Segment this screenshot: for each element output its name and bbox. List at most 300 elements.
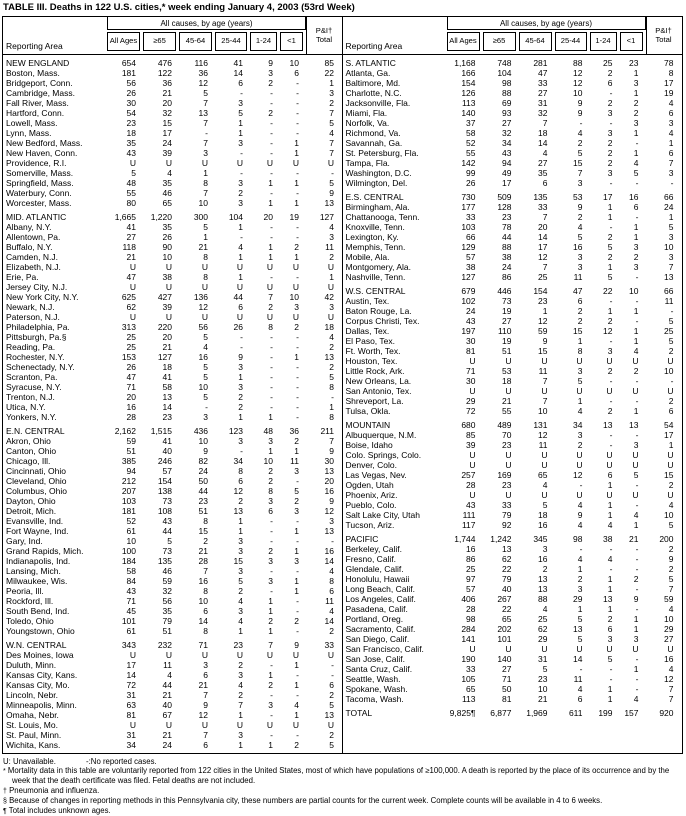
- value-cell: 2: [329, 98, 334, 108]
- value-cell: 1: [668, 138, 674, 148]
- value-cell: U: [541, 386, 548, 396]
- col-header-ge65: ≥65: [143, 32, 176, 51]
- reporting-area-cell: New Orleans, La.: [345, 376, 412, 386]
- value-cell: 1: [268, 198, 273, 208]
- value-cell: 7: [542, 212, 548, 222]
- value-cell: 14: [324, 616, 334, 626]
- value-cell: -: [609, 178, 613, 188]
- value-cell: -: [270, 382, 273, 392]
- value-cell: 135: [533, 192, 548, 202]
- value-cell: 25: [664, 326, 674, 336]
- value-cell: 7: [668, 694, 674, 704]
- value-cell: 1: [294, 198, 299, 208]
- value-cell: -: [296, 412, 299, 422]
- reporting-area-cell: Tucson, Ariz.: [345, 520, 395, 530]
- value-cell: U: [505, 386, 512, 396]
- reporting-area-cell: Paterson, N.J.: [6, 312, 60, 322]
- table-section: [3, 640, 342, 750]
- value-cell: 13: [538, 574, 548, 584]
- value-cell: 3: [577, 252, 583, 262]
- value-cell: 13: [603, 594, 613, 604]
- value-cell: U: [201, 158, 208, 168]
- value-cell: 4: [329, 606, 334, 616]
- table-row: [3, 436, 342, 446]
- value-cell: -: [670, 376, 674, 386]
- table-row: [3, 58, 342, 68]
- value-cell: 2: [238, 586, 243, 596]
- value-cell: 71: [126, 596, 136, 606]
- value-cell: 81: [466, 346, 476, 356]
- value-cell: 21: [162, 88, 172, 98]
- table-row: [3, 536, 342, 546]
- value-cell: U: [469, 644, 476, 654]
- table-row: [343, 480, 683, 490]
- value-cell: 9,825¶: [449, 708, 476, 718]
- value-cell: 2: [668, 544, 674, 554]
- value-cell: -: [270, 168, 273, 178]
- value-cell: -: [331, 670, 334, 680]
- value-cell: 36: [289, 426, 299, 436]
- value-cell: 3: [633, 242, 639, 252]
- value-cell: U: [266, 262, 273, 272]
- table-row: [3, 118, 342, 128]
- reporting-area-cell: El Paso, Tex.: [345, 336, 395, 346]
- col-header-lt1: <1: [620, 32, 643, 51]
- table-row: [343, 644, 683, 654]
- table-row: [343, 406, 683, 416]
- value-cell: -: [270, 88, 273, 98]
- value-cell: 169: [497, 470, 512, 480]
- footnote-dagger: † Pneumonia and influenza.: [3, 785, 100, 795]
- value-cell: 4: [633, 346, 639, 356]
- reporting-area-cell: Worcester, Mass.: [6, 198, 72, 208]
- value-cell: 10: [573, 88, 583, 98]
- reporting-area-cell: Austin, Tex.: [345, 296, 390, 306]
- value-cell: 257: [461, 470, 476, 480]
- value-cell: 70: [502, 430, 512, 440]
- value-cell: 10: [162, 252, 172, 262]
- table-row: [3, 516, 342, 526]
- value-cell: 10: [126, 536, 136, 546]
- value-cell: -: [296, 128, 299, 138]
- value-cell: 2: [607, 366, 613, 376]
- value-cell: 65: [502, 614, 512, 624]
- value-cell: 3: [329, 88, 334, 98]
- value-cell: -: [296, 536, 299, 546]
- value-cell: 154: [157, 476, 172, 486]
- value-cell: 13: [324, 352, 334, 362]
- value-cell: 212: [121, 476, 136, 486]
- value-cell: U: [667, 386, 674, 396]
- value-cell: 2: [238, 392, 243, 402]
- reporting-area-cell: Washington, D.C.: [345, 168, 412, 178]
- value-cell: 3: [238, 382, 243, 392]
- value-cell: 71: [126, 382, 136, 392]
- reporting-area-header-cell: [3, 17, 107, 54]
- table-row: [3, 342, 342, 352]
- table-row: [343, 544, 683, 554]
- value-cell: -: [296, 670, 299, 680]
- value-cell: 25: [126, 332, 136, 342]
- value-cell: 1: [268, 446, 273, 456]
- table-row: [343, 262, 683, 272]
- table-row: [3, 262, 342, 272]
- value-cell: 24: [198, 466, 208, 476]
- value-cell: 7: [268, 292, 273, 302]
- table-row: [3, 700, 342, 710]
- table-row: [3, 670, 342, 680]
- table-row: [3, 556, 342, 566]
- value-cell: 25: [126, 342, 136, 352]
- reporting-area-cell: South Bend, Ind.: [6, 606, 70, 616]
- value-cell: -: [240, 342, 243, 352]
- value-cell: 66: [466, 232, 476, 242]
- value-cell: 13: [233, 506, 243, 516]
- table-row: [3, 640, 342, 650]
- value-cell: 8: [268, 322, 273, 332]
- value-cell: 13: [324, 526, 334, 536]
- reporting-area-cell: Birmingham, Ala.: [345, 202, 410, 212]
- value-cell: 55: [502, 406, 512, 416]
- value-cell: U: [292, 158, 299, 168]
- value-cell: U: [236, 720, 243, 730]
- table-row: [343, 212, 683, 222]
- value-cell: 1: [268, 242, 273, 252]
- value-cell: 51: [502, 346, 512, 356]
- value-cell: 17: [664, 78, 674, 88]
- value-cell: 10: [664, 510, 674, 520]
- value-cell: 1: [268, 626, 273, 636]
- value-cell: 12: [573, 78, 583, 88]
- table-row: [343, 356, 683, 366]
- value-cell: 4: [542, 148, 548, 158]
- value-cell: 4: [542, 604, 548, 614]
- value-cell: U: [632, 450, 639, 460]
- value-cell: 7: [329, 108, 334, 118]
- value-cell: 73: [162, 546, 172, 556]
- value-cell: 1: [607, 212, 613, 222]
- value-cell: 3: [329, 232, 334, 242]
- value-cell: 141: [461, 634, 476, 644]
- value-cell: 5: [167, 536, 172, 546]
- value-cell: 71: [466, 366, 476, 376]
- value-cell: 62: [502, 554, 512, 564]
- value-cell: 26: [466, 178, 476, 188]
- value-cell: 1: [238, 412, 243, 422]
- value-cell: -: [270, 660, 273, 670]
- value-cell: 20: [324, 476, 334, 486]
- reporting-area-cell: Des Moines, Iowa: [6, 650, 74, 660]
- reporting-area-cell: Trenton, N.J.: [6, 392, 55, 402]
- value-cell: U: [327, 158, 334, 168]
- value-cell: 1: [633, 68, 639, 78]
- value-cell: 39: [162, 148, 172, 158]
- value-cell: 10: [198, 436, 208, 446]
- value-cell: 1: [607, 684, 613, 694]
- value-cell: 6: [203, 606, 208, 616]
- table-section: [3, 212, 342, 422]
- value-cell: 98: [466, 614, 476, 624]
- value-cell: 4: [607, 554, 613, 564]
- value-cell: 2: [633, 366, 639, 376]
- value-cell: 1: [294, 138, 299, 148]
- value-cell: 6: [329, 680, 334, 690]
- value-cell: 3: [238, 536, 243, 546]
- table-section: [343, 192, 683, 282]
- value-cell: 11: [573, 272, 583, 282]
- value-cell: 2: [577, 316, 583, 326]
- value-cell: 13: [162, 392, 172, 402]
- value-cell: 2: [633, 252, 639, 262]
- value-cell: 72: [126, 680, 136, 690]
- value-cell: 211: [320, 426, 334, 436]
- value-cell: 10: [538, 684, 548, 694]
- value-cell: 1: [633, 336, 639, 346]
- value-cell: U: [236, 262, 243, 272]
- reporting-area-cell: Dallas, Tex.: [345, 326, 390, 336]
- value-cell: 1: [633, 306, 639, 316]
- value-cell: 19: [502, 336, 512, 346]
- value-cell: 1: [607, 306, 613, 316]
- reporting-area-cell: Montgomery, Ala.: [345, 262, 412, 272]
- value-cell: -: [270, 392, 273, 402]
- value-cell: -: [609, 440, 613, 450]
- age-header-boxes: [447, 30, 646, 54]
- value-cell: 55: [126, 188, 136, 198]
- value-cell: 12: [198, 78, 208, 88]
- reporting-area-cell: Newark, N.J.: [6, 302, 55, 312]
- value-cell: 6: [668, 108, 674, 118]
- value-cell: 1: [633, 614, 639, 624]
- value-cell: 40: [162, 446, 172, 456]
- value-cell: 8: [238, 466, 243, 476]
- reporting-area-cell: St. Louis, Mo.: [6, 720, 58, 730]
- value-cell: 65: [538, 470, 548, 480]
- col-header-pi-total: P&I† Total: [646, 17, 681, 54]
- value-cell: 13: [324, 198, 334, 208]
- col-header-lt1: <1: [280, 32, 303, 51]
- table-row: [3, 322, 342, 332]
- value-cell: 44: [162, 680, 172, 690]
- table-row: [343, 326, 683, 336]
- value-cell: 63: [126, 700, 136, 710]
- value-cell: -: [609, 118, 613, 128]
- value-cell: 7: [203, 138, 208, 148]
- reporting-area-cell: Houston, Tex.: [345, 356, 398, 366]
- value-cell: -: [296, 98, 299, 108]
- value-cell: 1: [268, 412, 273, 422]
- value-cell: 22: [603, 286, 613, 296]
- reporting-area-cell: Jacksonville, Fla.: [345, 98, 411, 108]
- table-row: [343, 88, 683, 98]
- value-cell: -: [296, 690, 299, 700]
- reporting-area-cell: Pittsburgh, Pa.§: [6, 332, 67, 342]
- value-cell: 48: [263, 426, 273, 436]
- value-cell: 62: [126, 302, 136, 312]
- table-row: [3, 98, 342, 108]
- value-cell: 7: [668, 158, 674, 168]
- value-cell: 2: [607, 232, 613, 242]
- value-cell: 3: [238, 670, 243, 680]
- value-cell: -: [635, 430, 639, 440]
- mortality-table: [2, 16, 683, 754]
- value-cell: 1: [633, 232, 639, 242]
- value-cell: 3: [268, 576, 273, 586]
- value-cell: -: [635, 480, 639, 490]
- value-cell: 7: [329, 436, 334, 446]
- value-cell: 57: [162, 466, 172, 476]
- reporting-area-cell: Sacramento, Calif.: [345, 624, 416, 634]
- value-cell: 1,242: [490, 534, 512, 544]
- value-cell: 103: [121, 496, 136, 506]
- value-cell: 4: [577, 554, 583, 564]
- value-cell: -: [331, 168, 334, 178]
- value-cell: 5: [203, 372, 208, 382]
- value-cell: 5: [668, 520, 674, 530]
- value-cell: 72: [466, 406, 476, 416]
- value-cell: 59: [538, 326, 548, 336]
- value-cell: 30: [126, 98, 136, 108]
- value-cell: 29: [466, 396, 476, 406]
- value-cell: 29: [664, 624, 674, 634]
- value-cell: 15: [538, 346, 548, 356]
- value-cell: U: [505, 460, 512, 470]
- reporting-area-cell: Richmond, Va.: [345, 128, 401, 138]
- value-cell: 3: [294, 506, 299, 516]
- value-cell: 5: [329, 178, 334, 188]
- value-cell: 113: [461, 98, 476, 108]
- value-cell: 53: [573, 192, 583, 202]
- value-cell: 1: [238, 128, 243, 138]
- value-cell: 25: [538, 272, 548, 282]
- reporting-area-cell: Elizabeth, N.J.: [6, 262, 61, 272]
- value-cell: U: [236, 282, 243, 292]
- value-cell: 202: [497, 624, 512, 634]
- value-cell: 58: [466, 128, 476, 138]
- reporting-area-cell: Cincinnati, Ohio: [6, 466, 67, 476]
- value-cell: 84: [126, 576, 136, 586]
- table-row: [343, 574, 683, 584]
- value-cell: 22: [502, 604, 512, 614]
- value-cell: 5: [633, 470, 639, 480]
- value-cell: 2: [268, 680, 273, 690]
- value-cell: 111: [462, 510, 476, 520]
- value-cell: 43: [502, 148, 512, 158]
- value-cell: -: [609, 564, 613, 574]
- value-cell: 4: [329, 128, 334, 138]
- value-cell: 15: [162, 118, 172, 128]
- reporting-area-cell: Duluth, Minn.: [6, 660, 57, 670]
- value-cell: -: [296, 342, 299, 352]
- value-cell: -: [296, 222, 299, 232]
- value-cell: 61: [126, 626, 136, 636]
- value-cell: 1: [294, 178, 299, 188]
- value-cell: -: [270, 586, 273, 596]
- value-cell: 21: [198, 242, 208, 252]
- reporting-area-cell: Las Vegas, Nev.: [345, 470, 407, 480]
- reporting-area-cell: Spokane, Wash.: [345, 684, 408, 694]
- value-cell: 3: [203, 148, 208, 158]
- value-cell: 35: [162, 222, 172, 232]
- value-cell: -: [579, 664, 583, 674]
- table-row: [3, 158, 342, 168]
- reporting-area-cell: Los Angeles, Calif.: [345, 594, 416, 604]
- value-cell: 117: [461, 520, 476, 530]
- value-cell: 46: [162, 566, 172, 576]
- value-cell: 56: [198, 322, 208, 332]
- value-cell: 1: [238, 516, 243, 526]
- value-cell: -: [270, 516, 273, 526]
- value-cell: U: [541, 460, 548, 470]
- value-cell: 3: [607, 346, 613, 356]
- value-cell: 86: [502, 272, 512, 282]
- value-cell: 20: [162, 332, 172, 342]
- value-cell: -: [205, 402, 208, 412]
- table-row: [3, 412, 342, 422]
- reporting-area-cell: Norfolk, Va.: [345, 118, 390, 128]
- value-cell: 3: [268, 68, 273, 78]
- value-cell: 21: [502, 396, 512, 406]
- value-cell: 136: [193, 292, 208, 302]
- value-cell: U: [165, 650, 172, 660]
- table-row: [343, 202, 683, 212]
- reporting-area-cell: Kansas City, Mo.: [6, 680, 70, 690]
- table-body-left: [3, 55, 342, 753]
- value-cell: 1,665: [114, 212, 136, 222]
- value-cell: 2: [633, 574, 639, 584]
- reporting-area-cell: Allentown, Pa.: [6, 232, 61, 242]
- value-cell: 21: [126, 252, 136, 262]
- value-cell: 24: [162, 138, 172, 148]
- value-cell: 1: [607, 202, 613, 212]
- table-row: [3, 88, 342, 98]
- value-cell: 1: [294, 586, 299, 596]
- table-row: [3, 616, 342, 626]
- value-cell: 1: [238, 372, 243, 382]
- table-row: [343, 520, 683, 530]
- value-cell: 1: [668, 440, 674, 450]
- value-cell: 2: [329, 362, 334, 372]
- footnote-section: § Because of changes in reporting methods in this Pennsylvania city, these numbers are partial counts for the current week. Complete counts will be available in 4 to 6 weeks.: [3, 795, 603, 805]
- value-cell: 30: [466, 376, 476, 386]
- value-cell: -: [240, 332, 243, 342]
- value-cell: 13: [664, 272, 674, 282]
- value-cell: 3: [577, 366, 583, 376]
- reporting-area-cell: Wichita, Kans.: [6, 740, 61, 750]
- reporting-area-cell: Lincoln, Nebr.: [6, 690, 58, 700]
- value-cell: -: [296, 382, 299, 392]
- value-cell: 17: [603, 192, 613, 202]
- value-cell: U: [606, 356, 613, 366]
- value-cell: -: [296, 118, 299, 128]
- value-cell: 23: [198, 496, 208, 506]
- value-cell: 24: [502, 262, 512, 272]
- value-cell: 22: [502, 564, 512, 574]
- table-row: [343, 450, 683, 460]
- value-cell: -: [270, 730, 273, 740]
- value-cell: 181: [121, 506, 136, 516]
- value-cell: 16: [126, 402, 136, 412]
- value-cell: 3: [329, 516, 334, 526]
- value-cell: 13: [324, 710, 334, 720]
- value-cell: 19: [289, 212, 299, 222]
- value-cell: -: [670, 178, 674, 188]
- reporting-area-cell: New Haven, Conn.: [6, 148, 78, 158]
- value-cell: 6: [607, 624, 613, 634]
- value-cell: 190: [461, 654, 476, 664]
- value-cell: -: [331, 536, 334, 546]
- table-row: [343, 624, 683, 634]
